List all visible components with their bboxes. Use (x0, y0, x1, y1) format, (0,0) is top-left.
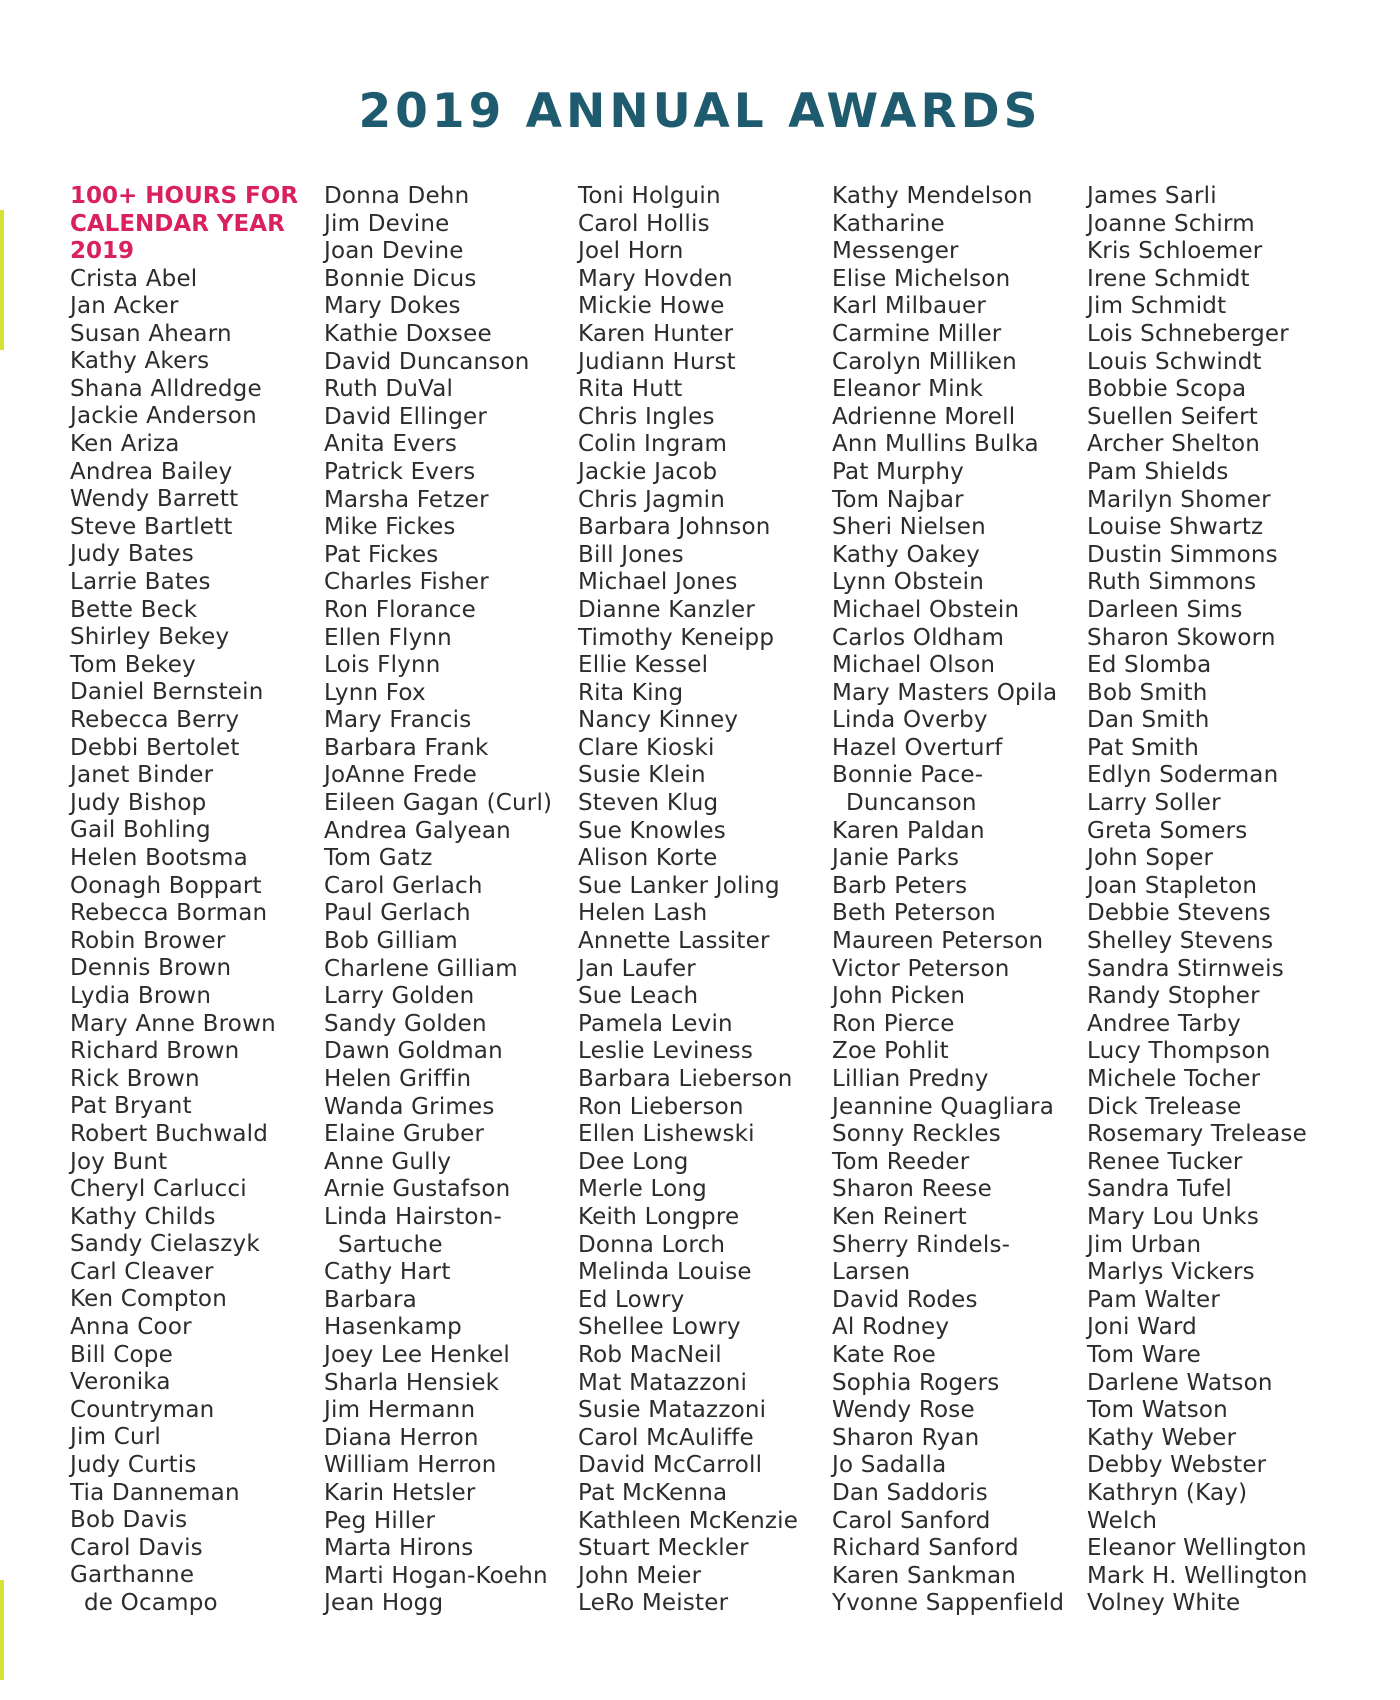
award-recipient-name: Lynn Fox (324, 679, 426, 706)
award-recipient-name: Kathleen McKenzie (578, 1507, 799, 1534)
award-recipient-name: Debbi Bertolet (70, 734, 240, 761)
award-recipient-name: Chris Ingles (578, 403, 715, 430)
award-recipient-name: Barbara Frank (324, 734, 489, 761)
award-recipient-name: Carol Davis (70, 1534, 203, 1561)
award-recipient-name: Pat McKenna (578, 1479, 728, 1506)
award-recipient-name: Sonny Reckles (832, 1121, 1001, 1148)
award-recipient-name: Tia Danneman (70, 1479, 240, 1506)
award-heading-line: CALENDAR YEAR (70, 210, 285, 237)
award-recipient-name: Lois Schneberger (1087, 320, 1289, 347)
award-recipient-name: Marlys Vickers (1087, 1259, 1255, 1286)
award-recipient-name: Michael Olson (832, 652, 996, 679)
award-recipient-name: Helen Lash (578, 900, 708, 927)
names-column-3 (578, 183, 834, 1618)
award-recipient-name: Kate Roe (832, 1341, 937, 1368)
award-recipient-name: Chris Jagmin (578, 486, 726, 513)
award-recipient-name: Jeannine Quagliara (832, 1093, 1055, 1120)
award-recipient-name: Welch (1087, 1507, 1158, 1534)
award-recipient-name: Ken Ariza (70, 431, 180, 458)
award-recipient-name: Paul Gerlach (324, 900, 471, 927)
award-recipient-name: Robin Brower (70, 927, 226, 954)
award-recipient-name: Al Rodney (832, 1314, 950, 1341)
award-recipient-name: James Sarli (1087, 183, 1217, 209)
award-recipient-name: Duncanson (846, 790, 977, 817)
award-recipient-name: Ed Slomba (1087, 652, 1212, 679)
award-recipient-name: Ed Lowry (578, 1286, 685, 1313)
award-recipient-name: Mary Masters Opila (832, 679, 1058, 706)
award-recipient-name: Garthanne (70, 1562, 195, 1589)
award-recipient-name: Ron Florance (324, 596, 476, 623)
award-recipient-name: Louis Schwindt (1087, 348, 1262, 375)
award-recipient-name: Rita King (578, 679, 684, 706)
award-recipient-name: Veronika (70, 1369, 171, 1396)
award-recipient-name: Messenger (832, 238, 959, 265)
award-recipient-name: Jim Urban (1087, 1231, 1202, 1258)
award-recipient-name: Tom Watson (1087, 1397, 1228, 1424)
award-recipient-name: Helen Griffin (324, 1066, 472, 1092)
award-recipient-name: Ken Compton (70, 1286, 227, 1313)
award-recipient-name: Joanne Schirm (1087, 210, 1255, 237)
award-recipient-name: Judy Bates (70, 541, 194, 568)
award-recipient-name: Irene Schmidt (1087, 265, 1250, 292)
award-recipient-name: Anna Coor (70, 1314, 192, 1341)
award-recipient-name: Hasenkamp (324, 1314, 462, 1341)
award-recipient-name: Pat Bryant (70, 1093, 192, 1120)
award-recipient-name: Louise Shwartz (1087, 514, 1264, 541)
award-recipient-name: Nancy Kinney (578, 707, 739, 734)
award-recipient-name: Richard Sanford (832, 1535, 1019, 1562)
award-recipient-name: Mary Lou Unks (1087, 1203, 1260, 1230)
award-recipient-name: Linda Overby (832, 707, 988, 734)
award-recipient-name: Mark H. Wellington (1087, 1562, 1308, 1589)
award-recipient-name: Ellie Kessel (578, 652, 709, 679)
award-recipient-name: John Soper (1087, 845, 1214, 872)
award-recipient-name: Arnie Gustafson (324, 1176, 511, 1203)
award-recipient-name: Dee Long (578, 1148, 689, 1175)
award-recipient-name: Beth Peterson (832, 900, 996, 927)
award-recipient-name: Pam Shields (1087, 458, 1229, 485)
award-recipient-name: Debbie Stevens (1087, 900, 1271, 927)
award-recipient-name: Judiann Hurst (578, 348, 736, 375)
award-recipient-name: Bob Gilliam (324, 928, 458, 955)
award-recipient-name: Archer Shelton (1087, 431, 1261, 458)
award-recipient-name: Bette Beck (70, 596, 198, 623)
award-recipient-name: Jan Acker (70, 293, 179, 320)
award-recipient-name: Barbara (324, 1286, 417, 1313)
award-recipient-name: Michael Jones (578, 569, 738, 596)
award-recipient-name: Dick Trelease (1087, 1093, 1242, 1120)
award-recipient-name: JoAnne Frede (324, 762, 478, 789)
award-recipient-name: Eileen Gagan (Curl) (324, 790, 553, 817)
award-recipient-name: Dan Saddoris (832, 1479, 988, 1506)
award-recipient-name: Darleen Sims (1087, 596, 1243, 623)
award-recipient-name: Jim Hermann (324, 1397, 476, 1424)
award-recipient-name: Jan Laufer (578, 955, 696, 982)
names-column-4 (832, 183, 1088, 1618)
award-recipient-name: Robert Buchwald (70, 1120, 269, 1147)
award-recipient-name: David Rodes (832, 1286, 978, 1313)
award-recipient-name: Kathy Akers (70, 348, 210, 375)
award-recipient-name: Peg Hiller (324, 1507, 436, 1534)
award-recipient-name: Susie Matazzoni (578, 1397, 767, 1424)
award-recipient-name: Sharon Ryan (832, 1424, 980, 1451)
award-recipient-name: Bob Smith (1087, 679, 1208, 706)
page-edge-accent (0, 210, 4, 350)
award-recipient-name: Pam Walter (1087, 1286, 1221, 1313)
award-recipient-name: Larry Soller (1087, 790, 1221, 817)
award-recipient-name: Keith Longpre (578, 1203, 740, 1230)
award-recipient-name: Pat Fickes (324, 541, 439, 568)
award-recipient-name: Eleanor Wellington (1087, 1535, 1307, 1562)
award-recipient-name: Linda Hairston- (324, 1203, 502, 1230)
award-recipient-name: Dan Smith (1087, 707, 1210, 734)
award-recipient-name: Sharla Hensiek (324, 1369, 500, 1396)
award-recipient-name: Kathy Childs (70, 1203, 216, 1230)
award-recipient-name: Ron Pierce (832, 1010, 955, 1037)
award-recipient-name: Richard Brown (70, 1038, 240, 1065)
award-recipient-name: Maureen Peterson (832, 928, 1044, 955)
award-recipient-name: Susie Klein (578, 762, 706, 789)
award-recipient-name: Mat Matazzoni (578, 1369, 748, 1396)
award-recipient-name: Annette Lassiter (578, 928, 770, 955)
award-recipient-name: Kathy Oakey (832, 541, 980, 568)
award-recipient-name: Helen Bootsma (70, 844, 248, 871)
award-recipient-name: Ken Reinert (832, 1203, 967, 1230)
award-recipient-name: Zoe Pohlit (832, 1038, 949, 1065)
award-recipient-name: Victor Peterson (832, 955, 1010, 982)
award-recipient-name: Sandy Golden (324, 1010, 487, 1037)
award-recipient-name: Countryman (70, 1396, 215, 1423)
award-recipient-name: Tom Gatz (324, 845, 433, 872)
award-recipient-name: Judy Curtis (70, 1452, 197, 1479)
award-recipient-name: Carmine Miller (832, 320, 1002, 347)
award-recipient-name: Anita Evers (324, 431, 458, 458)
award-recipient-name: William Herron (324, 1452, 497, 1479)
award-recipient-name: Wanda Grimes (324, 1093, 495, 1120)
award-recipient-name: Karl Milbauer (832, 293, 987, 320)
award-recipient-name: Melinda Louise (578, 1259, 752, 1286)
award-recipient-name: Andrea Bailey (70, 458, 233, 485)
award-recipient-name: Carolyn Milliken (832, 348, 1017, 375)
award-recipient-name: Rita Hutt (578, 376, 683, 403)
names-column-1 (70, 183, 326, 1618)
award-recipient-name: Charles Fisher (324, 569, 489, 596)
award-recipient-name: Bob Davis (70, 1507, 188, 1534)
award-recipient-name: Stuart Meckler (578, 1535, 749, 1562)
award-recipient-name: Crista Abel (70, 265, 198, 292)
award-recipient-name: Shelley Stevens (1087, 928, 1274, 955)
award-recipient-name: Carl Cleaver (70, 1258, 214, 1285)
award-recipient-name: Lynn Obstein (832, 569, 985, 596)
award-recipient-name: Ellen Lishewski (578, 1121, 755, 1148)
award-recipient-name: Larsen (832, 1259, 911, 1286)
award-recipient-name: John Meier (578, 1562, 702, 1589)
award-recipient-name: Tom Reeder (832, 1148, 970, 1175)
award-recipient-name: Ruth DuVal (324, 376, 454, 403)
award-recipient-name: John Picken (832, 983, 966, 1010)
award-recipient-name: Karen Sankman (832, 1562, 1017, 1589)
award-recipient-name: Edlyn Soderman (1087, 762, 1279, 789)
award-recipient-name: Rob MacNeil (578, 1341, 722, 1368)
award-recipient-name: Sharon Skoworn (1087, 624, 1276, 651)
award-recipient-name: Rosemary Trelease (1087, 1121, 1307, 1148)
award-recipient-name: Joan Devine (324, 238, 464, 265)
award-recipient-name: Karen Paldan (832, 817, 985, 844)
award-recipient-name: Sharon Reese (832, 1176, 992, 1203)
award-recipient-name: Joan Stapleton (1087, 872, 1258, 899)
award-heading-line: 100+ HOURS FOR (70, 183, 299, 209)
award-recipient-name: Michele Tocher (1087, 1066, 1261, 1092)
page-title: 2019 ANNUAL AWARDS (358, 84, 1042, 139)
award-recipient-name: Kris Schloemer (1087, 238, 1263, 265)
award-recipient-name: Sandra Stirnweis (1087, 955, 1284, 982)
award-recipient-name: Tom Ware (1087, 1341, 1201, 1368)
award-recipient-name: Joni Ward (1087, 1314, 1197, 1341)
award-recipient-name: Joel Horn (578, 238, 684, 265)
award-recipient-name: Ron Lieberson (578, 1093, 744, 1120)
award-recipient-name: Carol Gerlach (324, 872, 483, 899)
award-recipient-name: Marilyn Shomer (1087, 486, 1271, 513)
award-recipient-name: Judy Bishop (70, 789, 207, 816)
award-recipient-name: Debby Webster (1087, 1452, 1267, 1479)
page-edge-accent (0, 1580, 4, 1680)
award-recipient-name: Dawn Goldman (324, 1038, 503, 1065)
award-recipient-name: Clare Kioski (578, 734, 715, 761)
award-recipient-name: Jo Sadalla (832, 1452, 947, 1479)
award-recipient-name: David Ellinger (324, 403, 488, 430)
award-recipient-name: Donna Dehn (324, 183, 470, 209)
names-column-2 (324, 183, 580, 1618)
award-recipient-name: Gail Bohling (70, 817, 211, 844)
award-recipient-name: Lydia Brown (70, 982, 212, 1009)
award-recipient-name: Sue Lanker Joling (578, 872, 780, 899)
award-recipient-name: Mary Francis (324, 707, 472, 734)
award-recipient-name: Suellen Seifert (1087, 403, 1259, 430)
award-recipient-name: Timothy Keneipp (578, 624, 775, 651)
award-recipient-name: Rebecca Berry (70, 707, 240, 733)
award-recipient-name: Lois Flynn (324, 652, 441, 679)
award-recipient-name: Carlos Oldham (832, 624, 1005, 651)
award-recipient-name: Kathryn (Kay) (1087, 1479, 1248, 1506)
award-recipient-name: Steve Bartlett (70, 513, 233, 540)
award-recipient-name: LeRo Meister (578, 1590, 729, 1617)
award-recipient-name: Pat Smith (1087, 734, 1200, 761)
award-recipient-name: Wendy Rose (832, 1397, 975, 1424)
award-recipient-name: Michael Obstein (832, 596, 1020, 623)
award-recipient-name: Dianne Kanzler (578, 596, 756, 623)
award-recipient-name: Rick Brown (70, 1065, 200, 1092)
award-recipient-name: Sheri Nielsen (832, 514, 986, 541)
award-recipient-name: Randy Stopher (1087, 983, 1260, 1010)
award-recipient-name: Andree Tarby (1087, 1010, 1241, 1037)
award-recipient-name: Merle Long (578, 1176, 707, 1203)
award-recipient-name: Larry Golden (324, 983, 475, 1010)
award-recipient-name: Mike Fickes (324, 514, 456, 541)
award-recipient-name: Marsha Fetzer (324, 486, 489, 513)
award-recipient-name: Bonnie Dicus (324, 265, 477, 292)
award-recipient-name: Jim Devine (324, 210, 450, 237)
award-recipient-name: Toni Holguin (578, 183, 721, 209)
award-recipient-name: Charlene Gilliam (324, 955, 518, 982)
award-recipient-name: Lillian Predny (832, 1066, 989, 1092)
award-recipient-name: Kathie Doxsee (324, 320, 492, 347)
award-recipient-name: Lucy Thompson (1087, 1038, 1271, 1065)
award-recipient-name: Ann Mullins Bulka (832, 431, 1039, 458)
award-recipient-name: Barbara Johnson (578, 514, 771, 541)
award-recipient-name: Marta Hirons (324, 1535, 474, 1562)
award-recipient-name: Shana Alldredge (70, 375, 262, 402)
award-recipient-name: Hazel Overturf (832, 734, 1003, 761)
award-recipient-name: Janet Binder (70, 762, 214, 789)
award-recipient-name: Andrea Galyean (324, 817, 511, 844)
award-recipient-name: Kathy Weber (1087, 1424, 1237, 1451)
award-recipient-name: Renee Tucker (1087, 1148, 1243, 1175)
award-recipient-name: Jim Curl (70, 1424, 161, 1451)
award-recipient-name: Greta Somers (1087, 817, 1248, 844)
award-recipient-name: Joey Lee Henkel (324, 1341, 511, 1368)
award-recipient-name: Sophia Rogers (832, 1369, 1000, 1396)
award-recipient-name: Mary Anne Brown (70, 1010, 276, 1037)
award-recipient-name: David Duncanson (324, 348, 530, 375)
award-recipient-name: Oonagh Boppart (70, 872, 262, 899)
award-recipient-name: Alison Korte (578, 845, 718, 872)
award-recipient-name: Karen Hunter (578, 320, 734, 347)
award-recipient-name: Anne Gully (324, 1148, 452, 1175)
award-recipient-name: Mary Hovden (578, 265, 733, 292)
award-heading (70, 183, 326, 266)
award-recipient-name: Donna Lorch (578, 1231, 726, 1258)
award-recipient-name: Jackie Jacob (578, 458, 718, 485)
award-recipient-name: Janie Parks (832, 845, 960, 872)
award-recipient-name: Barbara Lieberson (578, 1066, 793, 1092)
award-recipient-name: Eleanor Mink (832, 376, 984, 403)
award-recipient-name: Jackie Anderson (70, 403, 257, 430)
award-recipient-name: Sue Knowles (578, 817, 726, 844)
award-recipient-name: Wendy Barrett (70, 486, 239, 513)
award-recipient-name: Cheryl Carlucci (70, 1176, 247, 1203)
award-recipient-name: Shirley Bekey (70, 624, 230, 651)
award-recipient-name: Karin Hetsler (324, 1479, 476, 1506)
award-recipient-name: Patrick Evers (324, 458, 476, 485)
award-recipient-name: Mickie Howe (578, 293, 725, 320)
award-recipient-name: Carol Hollis (578, 210, 710, 237)
award-recipient-name: Sherry Rindels- (832, 1231, 1011, 1258)
award-recipient-name: Daniel Bernstein (70, 679, 264, 706)
award-recipient-name: Elise Michelson (832, 265, 1011, 292)
award-recipient-name: Sue Leach (578, 983, 699, 1010)
award-recipient-name: Carol Sanford (832, 1507, 991, 1534)
award-recipient-name: Sandy Cielaszyk (70, 1231, 260, 1258)
award-recipient-name: Diana Herron (324, 1424, 479, 1451)
award-recipient-name: Shellee Lowry (578, 1314, 741, 1341)
award-recipient-name: Cathy Hart (324, 1259, 451, 1286)
award-recipient-name: Sartuche (338, 1231, 443, 1258)
award-recipient-name: Rebecca Borman (70, 900, 268, 927)
award-recipient-name: Jim Schmidt (1087, 293, 1227, 320)
award-recipient-name: Tom Bekey (70, 651, 196, 678)
award-recipient-name: Joy Bunt (70, 1148, 168, 1175)
award-recipient-name: de Ocampo (84, 1590, 218, 1616)
award-recipient-name: Barb Peters (832, 872, 968, 899)
award-recipient-name: Jean Hogg (324, 1590, 444, 1617)
award-recipient-name: Carol McAuliffe (578, 1424, 754, 1451)
award-recipient-name: Dennis Brown (70, 955, 232, 982)
award-recipient-name: Colin Ingram (578, 431, 728, 458)
award-recipient-name: Bill Cope (70, 1341, 173, 1368)
names-column-5 (1087, 183, 1343, 1618)
award-recipient-name: Steven Klug (578, 790, 719, 817)
award-recipient-name: Leslie Leviness (578, 1038, 754, 1065)
award-recipient-name: David McCarroll (578, 1452, 763, 1479)
award-recipient-name: Yvonne Sappenfield (832, 1590, 1065, 1617)
award-recipient-name: Elaine Gruber (324, 1121, 485, 1148)
award-recipient-name: Mary Dokes (324, 293, 461, 320)
award-recipient-name: Pat Murphy (832, 458, 964, 485)
award-recipient-name: Katharine (832, 210, 945, 237)
award-recipient-name: Volney White (1087, 1590, 1241, 1617)
award-recipient-name: Marti Hogan-Koehn (324, 1562, 548, 1589)
award-recipient-name: Ruth Simmons (1087, 569, 1257, 596)
award-recipient-name: Bill Jones (578, 541, 684, 568)
award-recipient-name: Susan Ahearn (70, 320, 232, 347)
award-recipient-name: Kathy Mendelson (832, 183, 1033, 209)
award-recipient-name: Bonnie Pace- (832, 762, 984, 789)
award-recipient-name: Ellen Flynn (324, 624, 452, 651)
award-recipient-name: Pamela Levin (578, 1010, 733, 1037)
award-recipient-name: Tom Najbar (832, 486, 964, 513)
award-recipient-name: Larrie Bates (70, 569, 211, 596)
award-recipient-name: Bobbie Scopa (1087, 376, 1247, 403)
award-recipient-name: Darlene Watson (1087, 1369, 1273, 1396)
award-recipient-name: Dustin Simmons (1087, 541, 1278, 568)
award-recipient-name: Adrienne Morell (832, 403, 1016, 430)
award-recipient-name: Sandra Tufel (1087, 1176, 1232, 1203)
award-heading-line: 2019 (70, 238, 135, 264)
